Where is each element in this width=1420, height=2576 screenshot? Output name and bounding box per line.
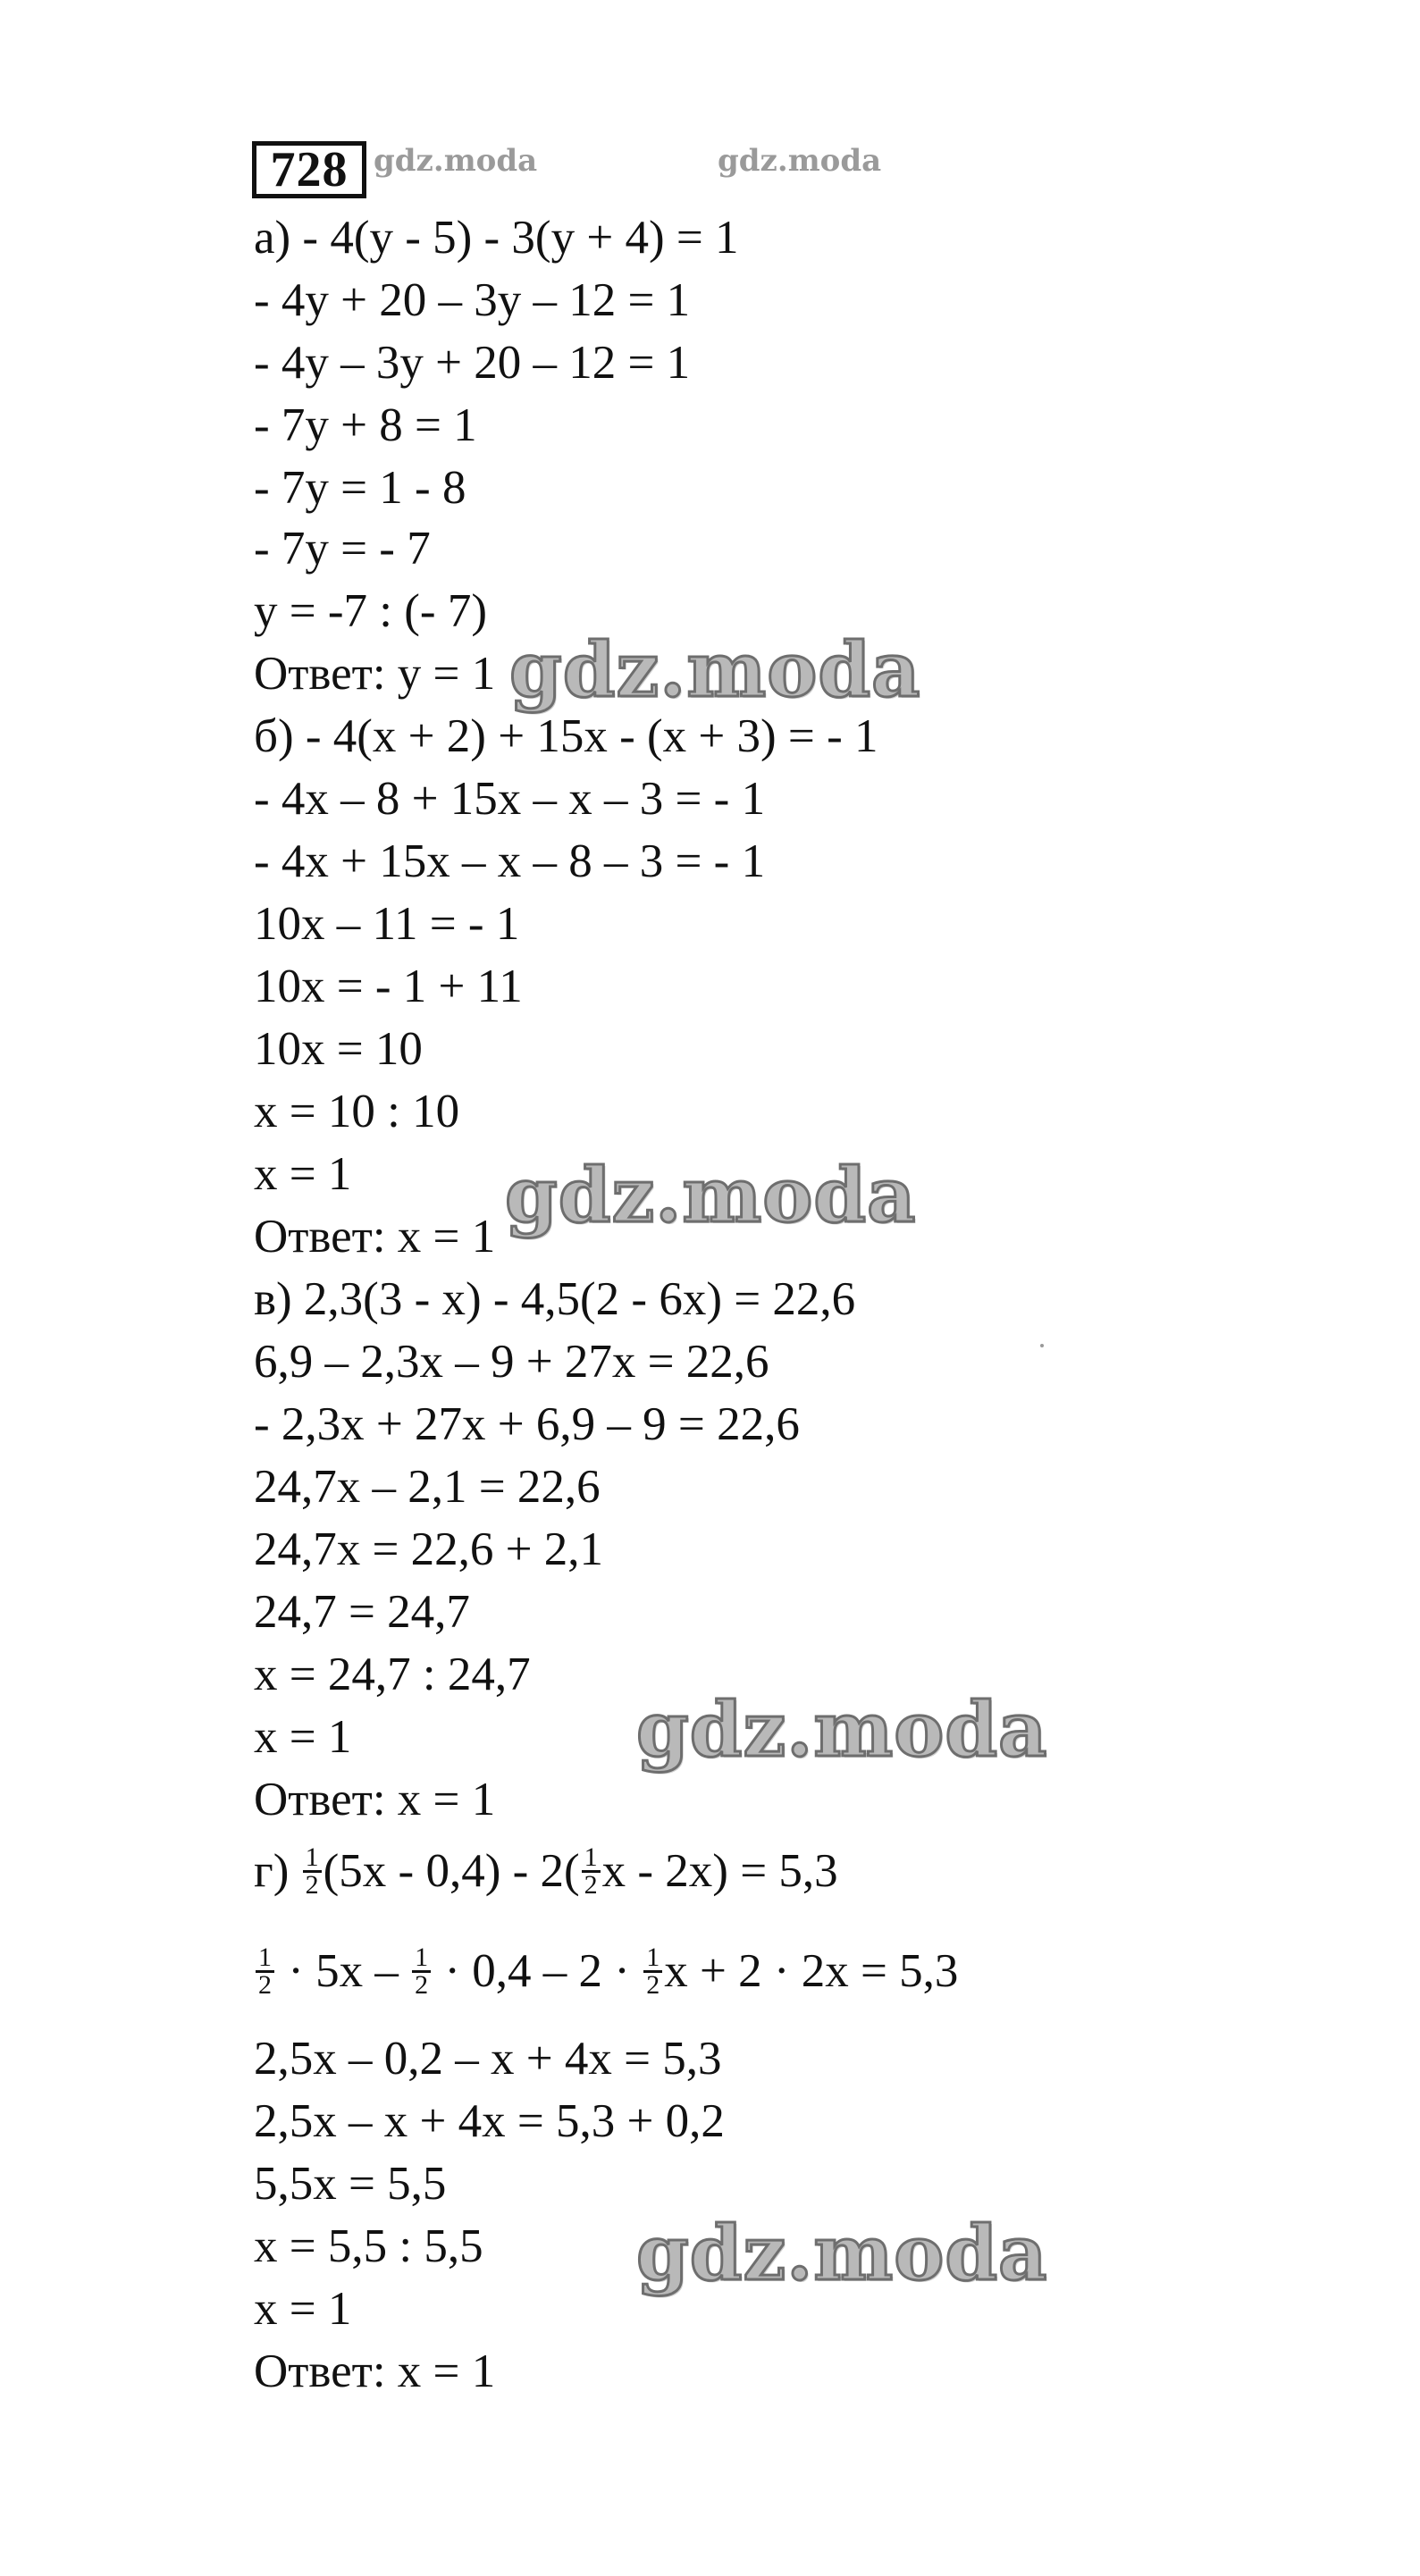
part-g-line-2-b: · 0,4 – 2 · — [444, 1945, 630, 1997]
problem-number: 728 — [252, 141, 366, 198]
part-a-line-5: - 7у = 1 - 8 — [254, 462, 466, 514]
part-a-line-7: у = -7 : (- 7) — [254, 585, 487, 637]
part-g-line-7: х = 1 — [254, 2283, 352, 2335]
watermark-large-2: gdz.moda — [505, 1151, 917, 1239]
part-g-line-1 — [254, 1844, 838, 1901]
part-a-answer: Ответ: у = 1 — [254, 648, 496, 700]
part-b-line-3: - 4х + 15х – х – 8 – 3 = - 1 — [254, 835, 766, 887]
fraction-one-half: $\frac{1}{2}$ — [256, 1945, 274, 1998]
part-a-line-1: а) - 4(у - 5) - 3(у + 4) = 1 — [254, 212, 739, 264]
part-v-line-7: х = 24,7 : 24,7 — [254, 1649, 531, 1700]
part-g-line-3: 2,5х – 0,2 – х + 4х = 5,3 — [254, 2033, 722, 2085]
part-b-line-5: 10х = - 1 + 11 — [254, 961, 523, 1012]
part-v-line-2: 6,9 – 2,3х – 9 + 27х = 22,6 — [254, 1336, 769, 1388]
part-g-line-4: 2,5х – х + 4х = 5,3 + 0,2 — [254, 2095, 725, 2147]
fraction-one-half: $\frac{1}{2}$ — [303, 1845, 322, 1898]
fraction-one-half: $\frac{1}{2}$ — [412, 1945, 431, 1998]
part-g-answer: Ответ: х = 1 — [254, 2345, 496, 2397]
part-b-line-6: 10х = 10 — [254, 1023, 423, 1075]
part-v-line-1: в) 2,3(3 - х) - 4,5(2 - 6х) = 22,6 — [254, 1273, 856, 1325]
watermark-large-3: gdz.moda — [636, 1685, 1048, 1774]
watermark-small-2: gdz.moda — [718, 143, 882, 179]
part-a-line-4: - 7у + 8 = 1 — [254, 399, 477, 451]
watermark-large-1: gdz.moda — [509, 625, 921, 714]
fraction-one-half: $\frac{1}{2}$ — [643, 1945, 662, 1998]
speck — [1040, 1344, 1044, 1347]
part-g-prefix: г) — [254, 1845, 290, 1897]
part-a-line-2: - 4у + 20 – 3у – 12 = 1 — [254, 274, 691, 326]
part-g-line-1-suffix: х - 2х) = 5,3 — [601, 1845, 838, 1897]
part-v-line-6: 24,7 = 24,7 — [254, 1586, 470, 1638]
part-g-line-2-c: х + 2 · 2х = 5,3 — [664, 1945, 959, 1997]
part-v-line-5: 24,7х = 22,6 + 2,1 — [254, 1523, 604, 1575]
part-b-line-8: х = 1 — [254, 1148, 352, 1200]
part-v-line-4: 24,7х – 2,1 = 22,6 — [254, 1461, 601, 1513]
part-a-line-6: - 7у = - 7 — [254, 523, 431, 575]
part-b-line-2: - 4х – 8 + 15х – х – 3 = - 1 — [254, 773, 766, 825]
part-b-line-7: х = 10 : 10 — [254, 1086, 460, 1137]
part-g-line-2 — [254, 1944, 958, 2001]
part-a-line-3: - 4у – 3у + 20 – 12 = 1 — [254, 337, 691, 389]
part-g-line-5: 5,5х = 5,5 — [254, 2158, 447, 2210]
part-v-answer: Ответ: х = 1 — [254, 1774, 496, 1825]
part-v-line-8: х = 1 — [254, 1711, 352, 1763]
watermark-large-4: gdz.moda — [636, 2209, 1048, 2297]
part-b-line-4: 10х – 11 = - 1 — [254, 898, 520, 950]
part-g-line-6: х = 5,5 : 5,5 — [254, 2220, 483, 2272]
part-b-answer: Ответ: х = 1 — [254, 1211, 496, 1263]
part-v-line-3: - 2,3х + 27х + 6,9 – 9 = 22,6 — [254, 1398, 800, 1450]
part-g-line-1-mid: (5х - 0,4) - 2( — [323, 1845, 580, 1897]
part-g-line-2-a: · 5х – — [288, 1945, 399, 1997]
fraction-one-half: $\frac{1}{2}$ — [582, 1845, 601, 1898]
part-b-line-1: б) - 4(х + 2) + 15х - (х + 3) = - 1 — [254, 710, 878, 762]
watermark-small-1: gdz.moda — [374, 143, 538, 179]
